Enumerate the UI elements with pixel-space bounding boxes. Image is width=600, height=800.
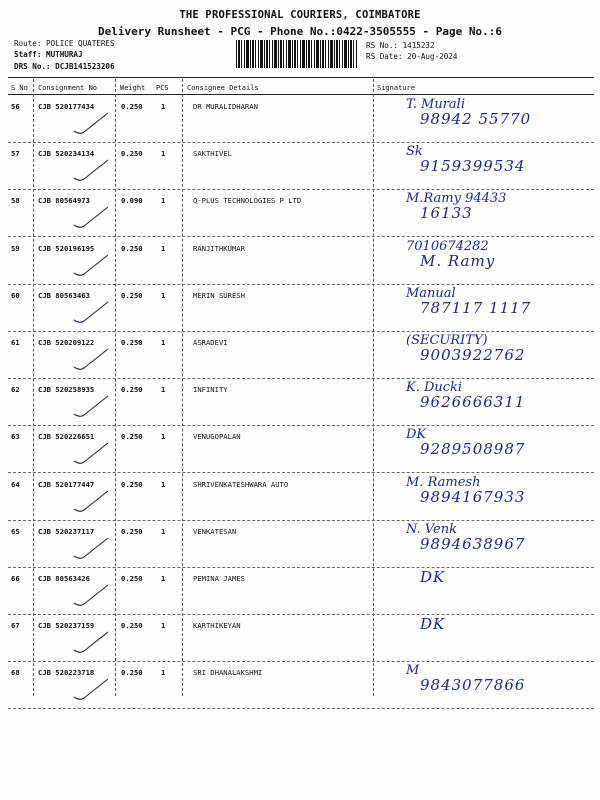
row-pcs: 1 — [161, 196, 166, 206]
row-consignee: INFINITY — [193, 385, 228, 395]
row-weight: 0.090 — [121, 196, 143, 206]
signature-phone: 787117 1117 — [420, 298, 532, 317]
checkmark-icon — [70, 111, 112, 137]
row-consignment-no: CJB 520258935 — [38, 385, 95, 395]
col-header-pcs: PCS — [156, 84, 169, 92]
row-consignee: MERIN SURESH — [193, 290, 245, 300]
row-consignment-no: CJB 520177434 — [38, 102, 95, 111]
handwritten-signature — [398, 287, 593, 329]
row-consignment-no: CJB 520234134 — [38, 149, 95, 159]
row-consignee: PEMINA JAMES — [193, 574, 245, 583]
table-row — [8, 237, 594, 285]
signature-phone: 98942 55770 — [420, 110, 532, 128]
handwritten-signature — [398, 664, 593, 706]
table-row — [8, 425, 594, 473]
row-pcs: 1 — [161, 243, 166, 253]
signature-line: T. Murali — [406, 97, 465, 112]
table-top-rule — [8, 77, 594, 78]
row-weight: 0.250 — [121, 243, 143, 253]
table-row — [8, 520, 594, 568]
handwritten-signature — [398, 98, 593, 140]
row-weight: 0.250 — [121, 102, 143, 111]
row-consignee: VENKATESAN — [193, 526, 237, 536]
runsheet-subtitle: Delivery Runsheet - PCG - Phone No.:0422-3505555 - Page No.:6 — [98, 25, 502, 38]
row-consignment-no: CJB 80563463 — [38, 290, 90, 300]
signature-phone: 9843077866 — [420, 676, 526, 695]
signature-phone: 16133 — [420, 204, 473, 223]
row-sno: 67 — [11, 621, 20, 631]
row-weight: 0.250 — [121, 621, 143, 631]
signature-line: K. Ducki — [406, 380, 463, 396]
row-pcs: 1 — [161, 432, 166, 442]
row-consignment-no: CJB 520177447 — [38, 479, 95, 489]
row-weight: 0.250 — [121, 290, 143, 300]
signature-line: Manual — [406, 285, 456, 301]
table-row — [8, 614, 594, 662]
row-pcs: 1 — [161, 621, 166, 631]
row-consignment-no: CJB 80564973 — [38, 196, 90, 206]
row-pcs: 1 — [161, 385, 166, 395]
handwritten-signature — [398, 145, 593, 187]
row-consignee: SAKTHIVEL — [193, 149, 232, 159]
row-consignee: VENUGOPALAN — [193, 432, 241, 442]
table-row — [8, 189, 594, 237]
row-consignment-no: CJB 520237117 — [38, 526, 95, 536]
signature-phone: 9159399534 — [420, 157, 526, 176]
row-pcs: 1 — [161, 668, 166, 678]
checkmark-icon — [70, 677, 112, 703]
col-header-signature: Signature — [377, 84, 415, 92]
handwritten-signature — [398, 570, 593, 612]
rs-number: RS No.: 1415232 — [366, 41, 435, 50]
row-pcs: 1 — [161, 290, 166, 300]
checkmark-icon — [70, 583, 112, 609]
row-consignment-no: CJB 520223718 — [38, 668, 95, 678]
row-consignee: Q-PLUS TECHNOLOGIES P LTD — [193, 196, 302, 206]
row-sno: 60 — [11, 290, 20, 300]
drs-number: DRS No.: DCJB141523206 — [14, 62, 115, 71]
col-header-consignee: Consignee Details — [187, 84, 259, 92]
row-sno: 65 — [11, 526, 20, 536]
row-weight: 0.250 — [121, 574, 143, 583]
col-header-sno: S No — [11, 84, 28, 92]
checkmark-icon — [70, 347, 112, 373]
signature-phone: 9003922762 — [420, 346, 526, 364]
row-sno: 58 — [11, 196, 20, 206]
row-pcs: 1 — [161, 479, 166, 489]
signature-phone: DK — [420, 568, 446, 586]
handwritten-signature — [398, 428, 593, 470]
row-consignment-no: CJB 520209122 — [38, 338, 95, 347]
signature-line: N. Venk — [406, 521, 457, 537]
row-consignee: RANJITHKUMAR — [193, 243, 245, 253]
row-sno: 64 — [11, 479, 20, 489]
handwritten-signature — [398, 192, 593, 234]
col-header-consignment: Consignment No — [38, 84, 98, 92]
row-consignee: KARTHIKEYAN — [193, 621, 241, 631]
checkmark-icon — [70, 158, 112, 184]
table-row — [8, 378, 594, 426]
row-weight: 0.250 — [121, 149, 143, 159]
signature-line: DK — [406, 427, 427, 443]
signature-line: M — [406, 663, 420, 679]
row-weight: 0.250 — [121, 432, 143, 442]
table-row — [8, 331, 594, 379]
row-consignee: SRI DHANALAKSHMI — [193, 668, 263, 678]
row-weight: 0.250 — [121, 385, 143, 395]
signature-phone: DK — [420, 615, 446, 634]
row-sno: 63 — [11, 432, 20, 442]
checkmark-icon — [70, 489, 112, 515]
row-sno: 68 — [11, 668, 20, 678]
handwritten-signature — [398, 240, 593, 282]
row-weight: 0.250 — [121, 338, 143, 347]
row-consignee: DR MURALIDHARAN — [193, 102, 258, 111]
row-weight: 0.250 — [121, 526, 143, 536]
signature-phone: M. Ramy — [420, 251, 496, 270]
signature-phone: 9894167933 — [420, 487, 526, 506]
rs-date: RS Date: 20-Aug-2024 — [366, 52, 458, 61]
handwritten-signature — [398, 334, 593, 376]
row-sno: 62 — [11, 385, 20, 395]
row-sno: 56 — [11, 102, 20, 111]
row-consignment-no: CJB 520237159 — [38, 621, 95, 631]
staff-label: Staff: MUTHURAJ — [14, 50, 83, 59]
route-label: Route: POLICE QUATERES — [14, 39, 115, 48]
handwritten-signature — [398, 523, 593, 565]
checkmark-icon — [70, 441, 112, 467]
row-sno: 66 — [11, 574, 20, 583]
table-row — [8, 284, 594, 332]
row-consignment-no: CJB 80563426 — [38, 574, 90, 583]
table-row — [8, 95, 594, 143]
row-pcs: 1 — [161, 149, 166, 159]
signature-line: (SECURITY) — [406, 333, 488, 348]
row-sno: 61 — [11, 338, 20, 347]
row-consignment-no: CJB 520196195 — [38, 243, 95, 253]
row-pcs: 1 — [161, 526, 166, 536]
signature-line: M.Ramy 94433 — [406, 191, 507, 207]
handwritten-signature — [398, 476, 593, 518]
row-consignee: SHRIVENKATESHWARA AUTO — [193, 479, 289, 489]
checkmark-icon — [70, 300, 112, 326]
signature-line: Sk — [406, 144, 423, 160]
handwritten-signature — [398, 381, 593, 423]
row-sno: 57 — [11, 149, 20, 159]
row-sno: 59 — [11, 243, 20, 253]
checkmark-icon — [70, 205, 112, 231]
row-pcs: 1 — [161, 338, 166, 347]
row-consignment-no: CJB 520226651 — [38, 432, 95, 442]
table-row — [8, 661, 594, 709]
table-row — [8, 567, 594, 615]
signature-phone: 9289508987 — [420, 440, 526, 459]
signature-line: 7010674282 — [406, 238, 489, 254]
signature-phone: 9894638967 — [420, 534, 526, 553]
checkmark-icon — [70, 536, 112, 562]
signature-line: M. Ramesh — [406, 474, 481, 490]
row-consignee: ASRADEVI — [193, 338, 228, 347]
col-header-weight: Weight — [120, 84, 146, 92]
checkmark-icon — [70, 630, 112, 656]
company-title: THE PROFESSIONAL COURIERS, COIMBATORE — [179, 9, 421, 21]
table-row — [8, 473, 594, 521]
signature-phone: 9626666311 — [420, 393, 526, 412]
row-pcs: 1 — [161, 102, 166, 111]
barcode — [236, 40, 358, 68]
checkmark-icon — [70, 394, 112, 420]
handwritten-signature — [398, 617, 593, 659]
table-row — [8, 142, 594, 190]
checkmark-icon — [70, 253, 112, 279]
row-weight: 0.250 — [121, 479, 143, 489]
row-pcs: 1 — [161, 574, 166, 583]
row-weight: 0.250 — [121, 668, 143, 678]
